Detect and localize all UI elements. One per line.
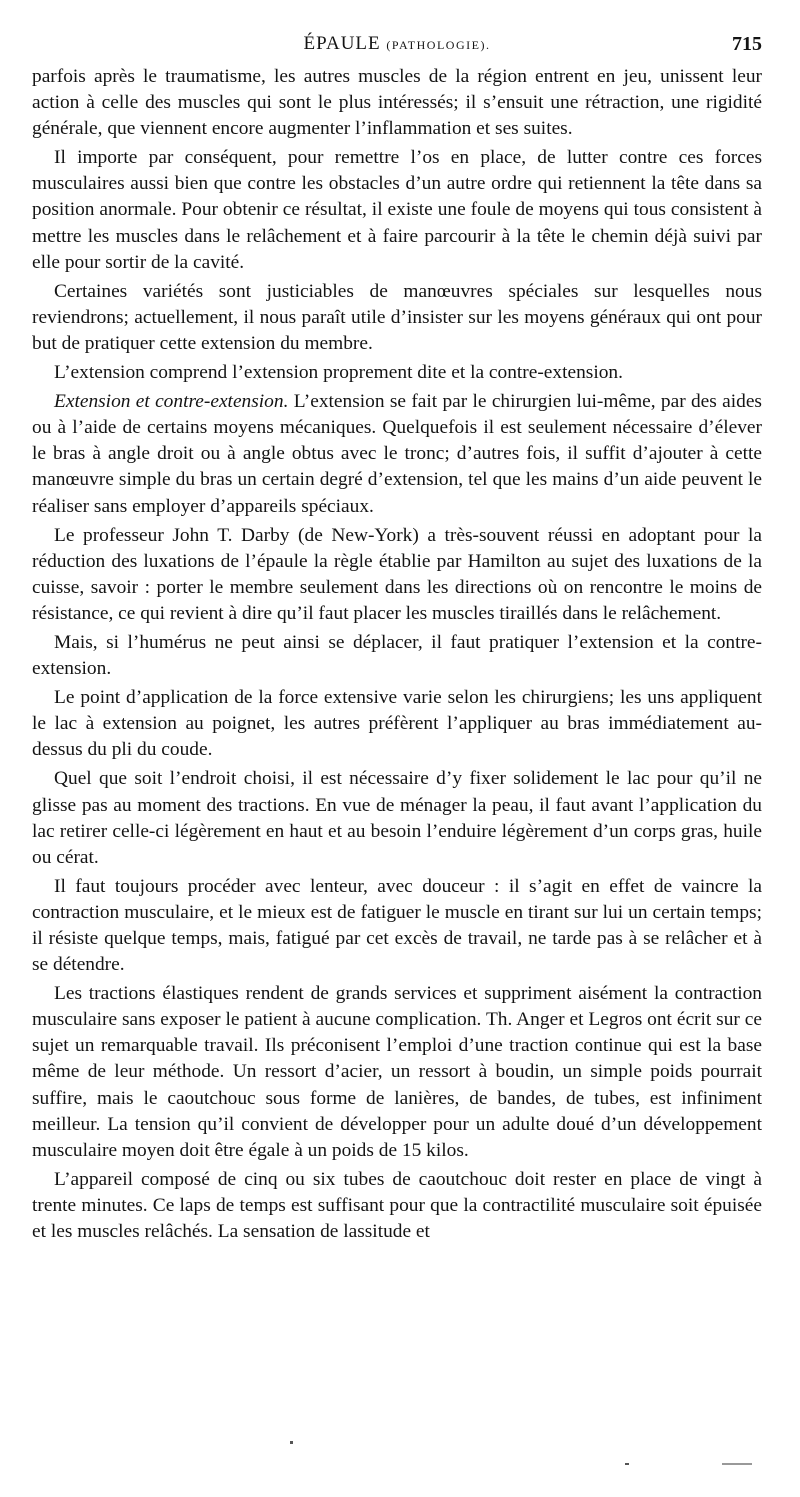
body-text	[32, 64, 762, 1248]
paragraph-3: Certaines variétés sont justiciables de manœuvres spéciales sur lesquelles nous reviendrons; actuellement, il nous paraît utile d’insister sur les moyens généraux qui ont pour but de pratiquer cette extension du membre.	[32, 280, 762, 354]
running-title-main: ÉPAULE	[303, 33, 381, 54]
page-number: 715	[732, 33, 762, 55]
paragraph-1: parfois après le traumatisme, les autres muscles de la région entrent en jeu, unissent leur action à celle des muscles qui sont le plus intéressés; il s’ensuit une rétraction, une rigidité générale, que viennent encore augmenter l’inflammation et ses suites.	[32, 66, 762, 140]
paragraph-5-lead: Extension et contre-extension.	[54, 391, 289, 413]
paragraph-4: L’extension comprend l’extension proprement dite et la contre-extension.	[54, 362, 623, 384]
running-header	[32, 33, 762, 57]
running-title	[32, 33, 762, 55]
paragraph-9: Quel que soit l’endroit choisi, il est nécessaire d’y fixer solidement le lac pour qu’il ne glisse pas au moment des tractions. En vue de ménager la peau, il faut avant l’application du lac retirer celle-ci légèrement en haut et au besoin l’enduire légèrement d’un corps gras, huile ou cérat.	[32, 768, 762, 868]
paragraph-11: Les tractions élastiques rendent de grands services et suppriment aisément la contraction musculaire sans exposer le patient à aucune complication. Th. Anger et Legros ont écrit sur ce sujet un remarquable travail. Ils préconisent l’emploi d’une traction continue qui est la base même de leur méthode. Un ressort d’acier, un ressort à boudin, un simple poids pourrait suffire, mais le caoutchouc sous forme de lanières, de bandes, de tubes, est infiniment meilleur. La tension qu’il convient de développer pour un adulte doué d’un développement musculaire moyen doit être égale à un poids de 15 kilos.	[32, 983, 762, 1161]
paragraph-7: Mais, si l’humérus ne peut ainsi se déplacer, il faut pratiquer l’extension et la contre-extension.	[32, 631, 762, 680]
running-title-sub: (PATHOLOGIE).	[386, 38, 491, 52]
paragraph-5-text: L’extension se fait par le chirurgien lui-même, par des aides ou à l’aide de certains moyens mécaniques. Quelquefois il est seulement nécessaire d’élever le bras à angle droit ou à angle obtus avec le tronc; d’autres fois, il suffit d’ajouter à cette manœuvre simple du bras un certain degré d’extension, tel que les mains d’un aide peuvent le réaliser sans employer d’appareils spéciaux.	[32, 391, 762, 517]
paragraph-2: Il importe par conséquent, pour remettre l’os en place, de lutter contre ces forces musculaires aussi bien que contre les obstacles d’un autre ordre qui retiennent la tête dans sa position anormale. Pour obtenir ce résultat, il existe une foule de moyens qui tous consistent à mettre les muscles dans le relâchement et à faire parcourir à la tête le chemin déjà suivi par elle pour sortir de la cavité.	[32, 147, 762, 273]
paragraph-8: Le point d’application de la force extensive varie selon les chirurgiens; les uns appliquent le lac à extension au poignet, les autres préfèrent l’appliquer au bras immédiatement au-dessus du pli du coude.	[32, 687, 762, 761]
scan-speck	[722, 1463, 752, 1465]
paragraph-10: Il faut toujours procéder avec lenteur, avec douceur : il s’agit en effet de vaincre la contraction musculaire, et le mieux est de fatiguer le muscle en tirant sur lui un certain temps; il résiste quelque temps, mais, fatigué par cet excès de travail, ne tarde pas à se relâcher et à se détendre.	[32, 875, 762, 976]
paragraph-12: L’appareil composé de cinq ou six tubes de caoutchouc doit rester en place de vingt à trente minutes. Ce laps de temps est suffisant pour que la contractilité musculaire soit épuisée et les muscles relâchés. La sensation de lassitude et	[32, 1168, 762, 1243]
paragraph-5	[32, 389, 762, 519]
scan-speck	[290, 1441, 293, 1444]
paragraph-6: Le professeur John T. Darby (de New-York) a très-souvent réussi en adoptant pour la réduction des luxations de l’épaule la règle établie par Hamilton au sujet des luxations de la cuisse, savoir : porter le membre seulement dans les directions où on rencontre le moins de résistance, ce qui revient à dire qu’il faut placer les muscles tiraillés dans le relâchement.	[32, 524, 762, 624]
scan-speck	[625, 1463, 629, 1465]
